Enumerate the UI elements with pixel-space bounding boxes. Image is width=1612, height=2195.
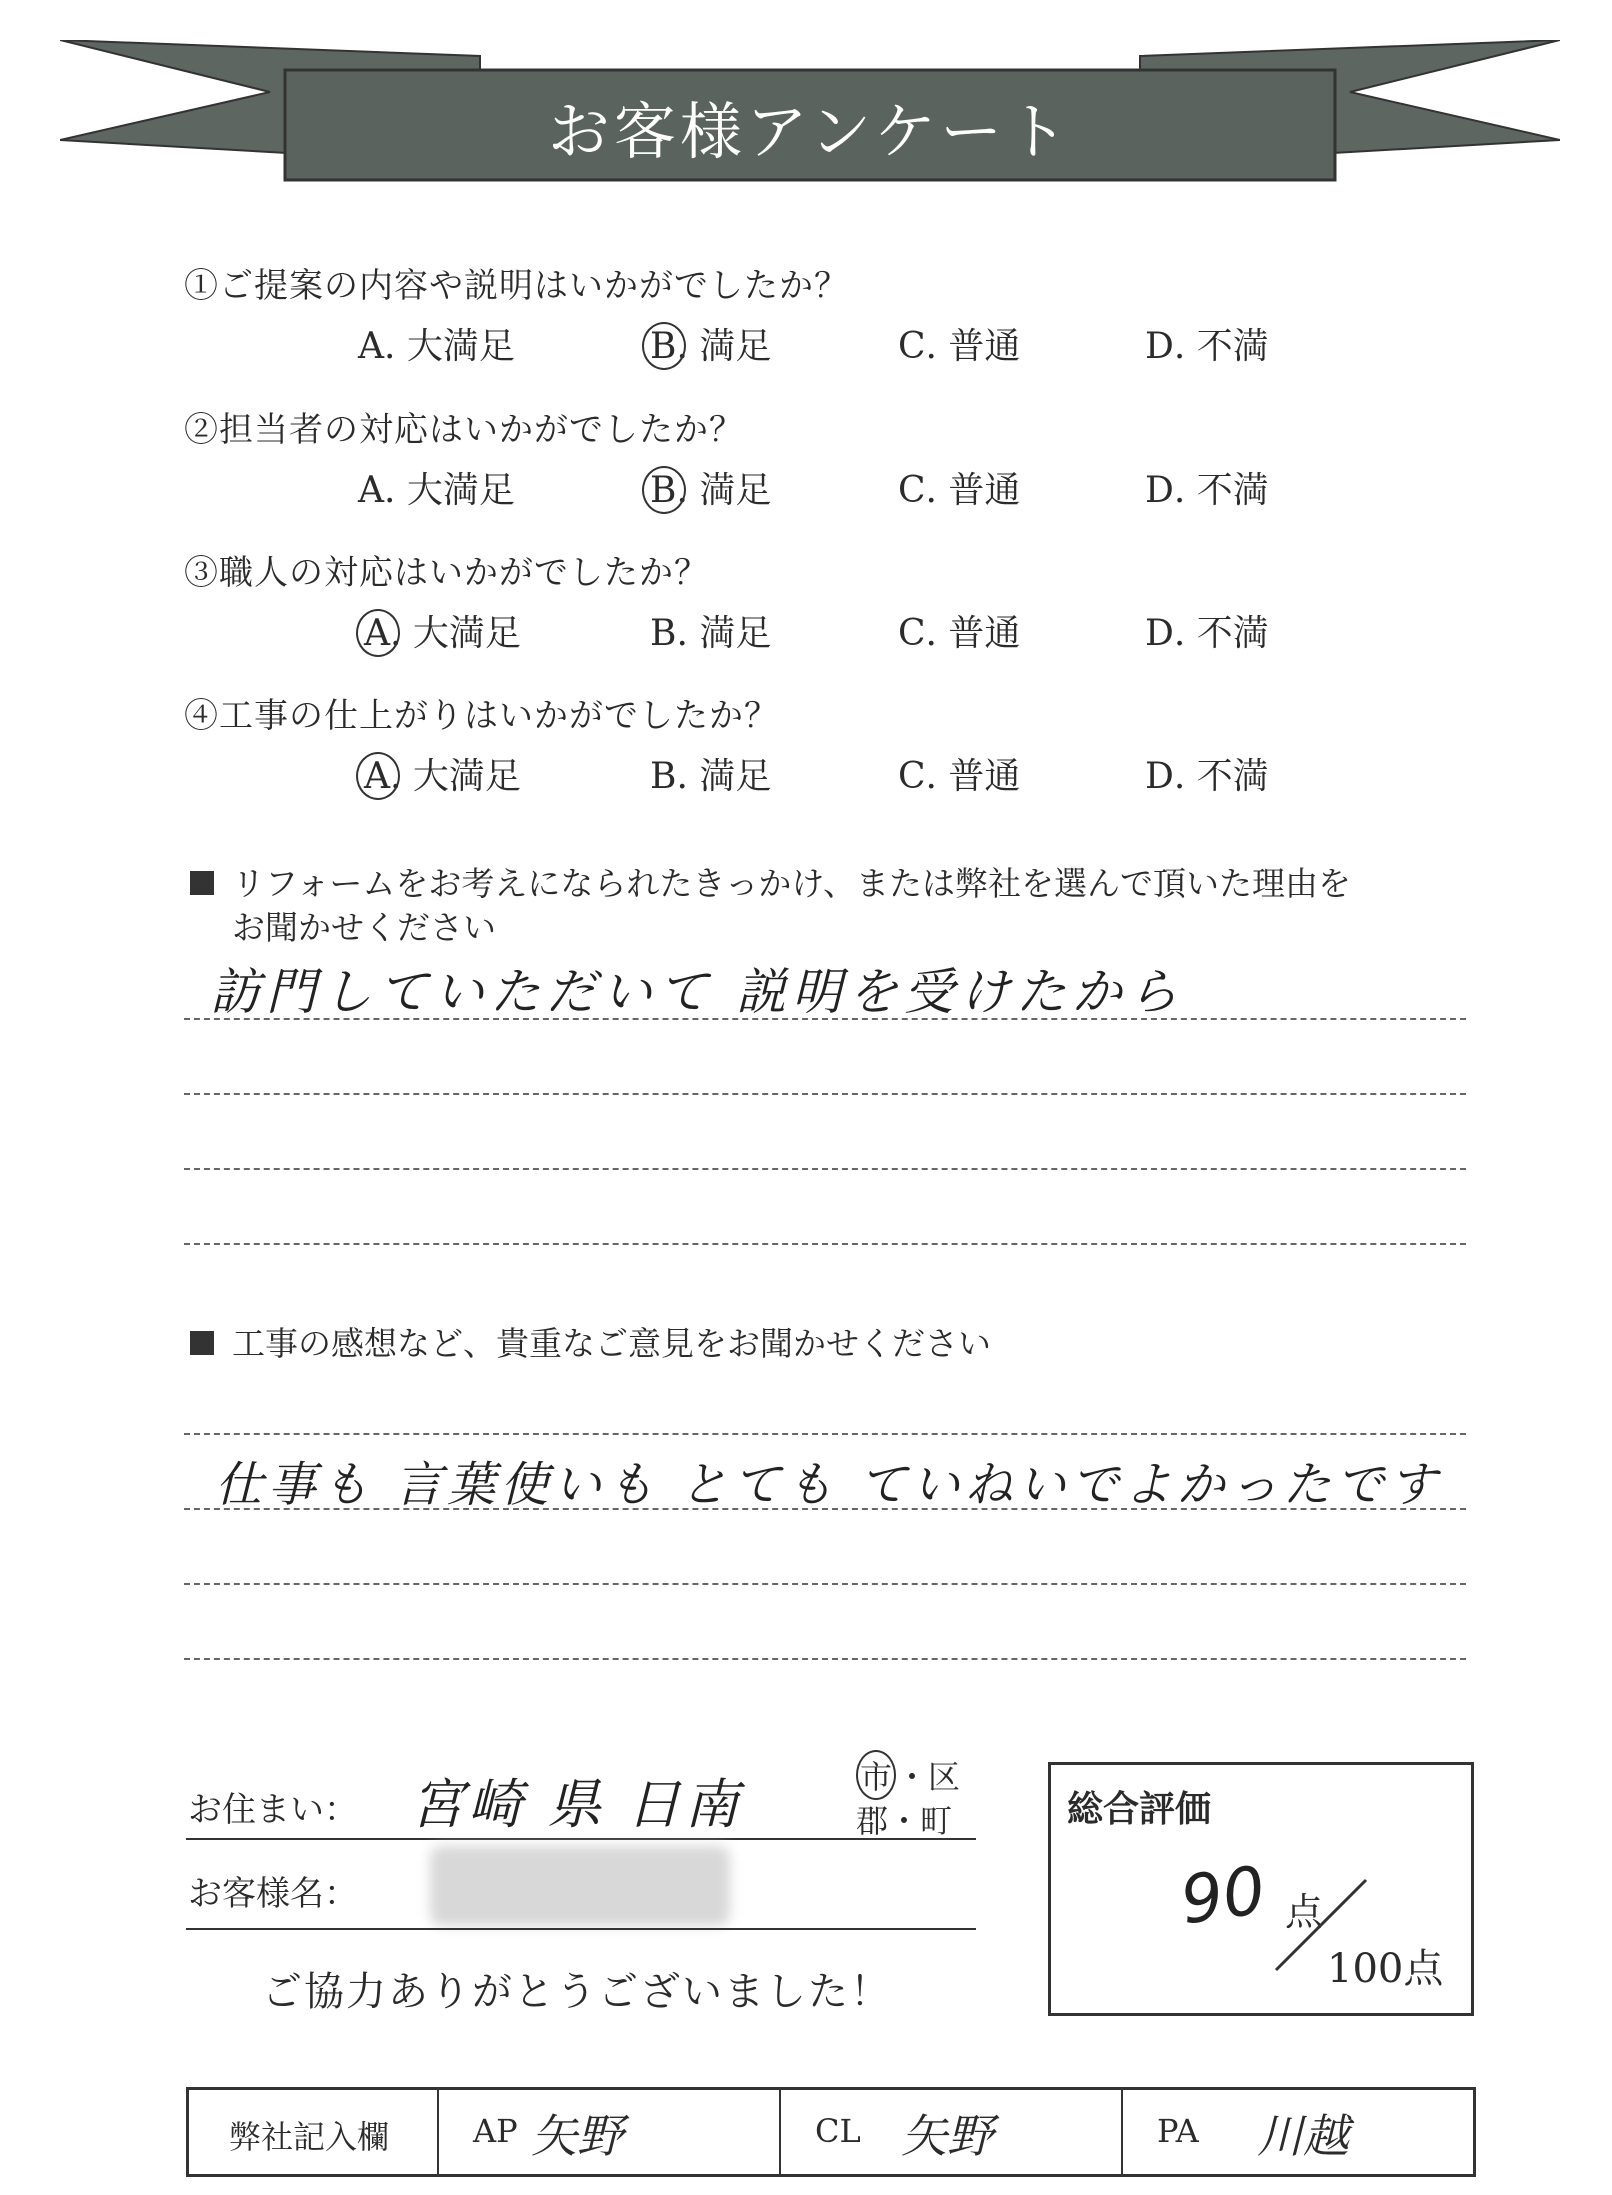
score-unit: 点 [1285, 1890, 1324, 1934]
question-text: ④工事の仕上がりはいかがでしたか？ [184, 696, 779, 736]
answer-line [184, 1243, 1466, 1245]
option-c[interactable]: C. 普通 [898, 756, 1021, 797]
answer-line [184, 1508, 1466, 1510]
section-heading: 工事の感想など、貴重なご意見をお聞かせください [190, 1318, 991, 1365]
cl-cell [779, 2090, 993, 2174]
thanks-message: ご協力ありがとうございました！ [262, 1969, 892, 2015]
option-d[interactable]: D. 不満 [1145, 326, 1269, 367]
answer-line [184, 1583, 1466, 1585]
staff-entry-table [186, 2087, 1476, 2177]
county-option: 郡・町 [856, 1802, 953, 1840]
title-banner [60, 40, 1560, 190]
cl-label: CL [815, 2112, 861, 2150]
customer-underline [186, 1928, 976, 1930]
answer-line [184, 1168, 1466, 1170]
address-label: お住まい： [188, 1790, 358, 1830]
pa-label: PA [1157, 2112, 1199, 2150]
answer-line [184, 1018, 1466, 1020]
option-c[interactable]: C. 普通 [898, 470, 1021, 511]
section-heading-line2: お聞かせください [232, 908, 496, 947]
city-option-circled: 市 ・区 [856, 1750, 960, 1800]
rating-score[interactable]: 90 [1176, 1851, 1270, 1940]
square-bullet-icon [190, 1331, 214, 1355]
question-text: ③職人の対応はいかがでしたか？ [184, 553, 709, 593]
answer-line [184, 1433, 1466, 1435]
reason-answer[interactable]: 訪門していただいて 説明を受けたから [210, 963, 1184, 1021]
rating-title: 総合評価 [1067, 1789, 1212, 1830]
comments-answer[interactable]: 仕事も 言葉使いも とても ていねいでよかったです [215, 1457, 1442, 1513]
cl-name[interactable]: 矢野 [901, 2109, 993, 2163]
rating-max: 100点 [1327, 1946, 1444, 1992]
ap-cell [437, 2090, 623, 2174]
option-b-selected[interactable]: B. 満足 [650, 326, 772, 367]
question-text: ①ご提案の内容や説明はいかがでしたか？ [184, 266, 849, 306]
page-title: お客様アンケート [547, 95, 1073, 168]
question-text: ②担当者の対応はいかがでしたか？ [184, 410, 744, 450]
option-a-selected[interactable]: A. 大満足 [364, 756, 521, 797]
ap-label: AP [473, 2112, 518, 2150]
option-d[interactable]: D. 不満 [1145, 470, 1269, 511]
ap-name[interactable]: 矢野 [531, 2109, 623, 2163]
option-b[interactable]: B. 満足 [650, 756, 772, 797]
redacted-customer-name [430, 1846, 730, 1926]
option-c[interactable]: C. 普通 [898, 613, 1021, 654]
option-d[interactable]: D. 不満 [1145, 756, 1269, 797]
section-heading: リフォームをお考えになられたきっかけ、または弊社を選んで頂いた理由を [190, 858, 1351, 905]
option-c[interactable]: C. 普通 [898, 326, 1021, 367]
option-a[interactable]: A. 大満足 [358, 470, 515, 511]
staff-header: 弊社記入欄 [229, 2118, 390, 2156]
option-b-selected[interactable]: B. 満足 [650, 470, 772, 511]
answer-line [184, 1658, 1466, 1660]
answer-line [184, 1093, 1466, 1095]
pa-cell [1121, 2090, 1349, 2174]
option-b[interactable]: B. 満足 [650, 613, 772, 654]
rating-box [1048, 1762, 1474, 2016]
option-a-selected[interactable]: A. 大満足 [364, 613, 521, 654]
square-bullet-icon [190, 871, 214, 895]
customer-name-label: お客様名： [188, 1874, 358, 1914]
address-underline [186, 1838, 976, 1840]
option-d[interactable]: D. 不満 [1145, 613, 1269, 654]
pa-name[interactable]: 川越 [1257, 2109, 1349, 2163]
address-value[interactable]: 宮崎 県 日南 [410, 1773, 743, 1836]
option-a[interactable]: A. 大満足 [358, 326, 515, 367]
